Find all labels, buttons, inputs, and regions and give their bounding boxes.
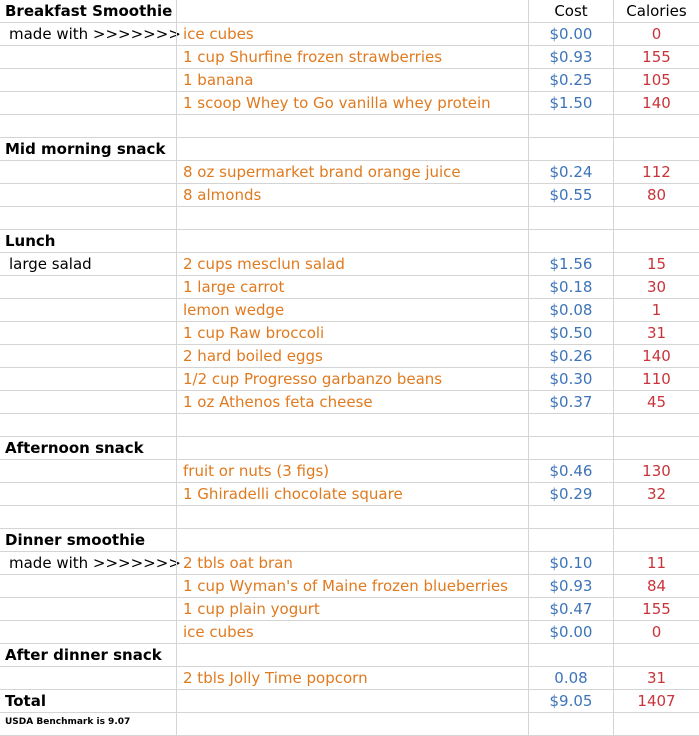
cell-label[interactable]: made with >>>>>>>	[9, 25, 181, 43]
table-row	[0, 414, 699, 437]
cell-cost[interactable]: $0.00	[528, 23, 613, 46]
cell-cost[interactable]: $0.26	[528, 345, 613, 368]
cell-label[interactable]	[0, 276, 176, 299]
table-row	[0, 621, 699, 644]
cell-cost[interactable]: $9.05	[528, 690, 613, 713]
cell-cost[interactable]	[528, 506, 613, 529]
cell-cost[interactable]	[528, 437, 613, 460]
cell-cost[interactable]: $0.37	[528, 391, 613, 414]
cell-label[interactable]	[0, 46, 176, 69]
cell-item[interactable]: 1 cup Wyman's of Maine frozen blueberries	[176, 575, 528, 598]
cell-calories[interactable]	[613, 230, 699, 253]
cell-calories[interactable]: 11	[613, 552, 699, 575]
cell-calories[interactable]: 155	[613, 598, 699, 621]
table-row	[0, 253, 699, 276]
cell-calories[interactable]: 31	[613, 322, 699, 345]
cell-label[interactable]	[0, 621, 176, 644]
cell-item[interactable]: 2 hard boiled eggs	[176, 345, 528, 368]
table-row	[0, 483, 699, 506]
cell-label[interactable]	[0, 575, 176, 598]
cell-label[interactable]	[0, 299, 176, 322]
cell-calories[interactable]	[613, 414, 699, 437]
cell-calories[interactable]: 130	[613, 460, 699, 483]
table-row	[0, 667, 699, 690]
cell-calories[interactable]	[613, 529, 699, 552]
cell-item[interactable]: ice cubes	[176, 621, 528, 644]
table-row	[0, 437, 699, 460]
cell-label[interactable]	[0, 69, 176, 92]
cell-label[interactable]: After dinner snack	[5, 646, 162, 664]
cell-cost[interactable]: $0.10	[528, 552, 613, 575]
cell-calories[interactable]: 31	[613, 667, 699, 690]
cell-calories[interactable]	[613, 138, 699, 161]
cell-item[interactable]: 2 tbls oat bran	[176, 552, 528, 575]
cell-calories[interactable]: 30	[613, 276, 699, 299]
table-row	[0, 69, 699, 92]
table-row	[0, 0, 699, 23]
cell-item[interactable]	[176, 644, 528, 667]
cell-item[interactable]	[176, 230, 528, 253]
cell-item[interactable]	[176, 0, 528, 23]
cell-calories[interactable]: 0	[613, 621, 699, 644]
cell-cost[interactable]: $0.25	[528, 69, 613, 92]
cell-cost[interactable]: $0.55	[528, 184, 613, 207]
cell-label[interactable]: Dinner smoothie	[5, 531, 146, 549]
cell-cost[interactable]: 0.08	[528, 667, 613, 690]
table-row	[0, 598, 699, 621]
cell-label[interactable]	[0, 322, 176, 345]
cell-item[interactable]	[176, 115, 528, 138]
cell-cost[interactable]: $0.00	[528, 621, 613, 644]
cell-calories[interactable]: 84	[613, 575, 699, 598]
cell-label[interactable]	[0, 184, 176, 207]
cell-item[interactable]	[176, 713, 528, 736]
table-row	[0, 506, 699, 529]
cell-calories[interactable]: 15	[613, 253, 699, 276]
cell-cost[interactable]: $0.50	[528, 322, 613, 345]
cell-item[interactable]	[176, 414, 528, 437]
cell-cost[interactable]: $0.08	[528, 299, 613, 322]
cell-item[interactable]: 2 cups mesclun salad	[176, 253, 528, 276]
cell-label[interactable]: Breakfast Smoothie	[5, 2, 173, 20]
table-row	[0, 207, 699, 230]
cell-label[interactable]	[0, 368, 176, 391]
cell-item[interactable]: ice cubes	[176, 23, 528, 46]
table-row	[0, 161, 699, 184]
table-row	[0, 644, 699, 667]
cell-calories[interactable]	[613, 437, 699, 460]
cell-label[interactable]: Mid morning snack	[5, 140, 166, 158]
cell-item[interactable]	[176, 529, 528, 552]
cell-item[interactable]: 1 oz Athenos feta cheese	[176, 391, 528, 414]
cell-calories[interactable]: 140	[613, 92, 699, 115]
cell-calories[interactable]	[613, 644, 699, 667]
cell-label[interactable]	[0, 667, 176, 690]
cell-calories[interactable]: 80	[613, 184, 699, 207]
cell-cost[interactable]	[528, 207, 613, 230]
cell-cost[interactable]: $0.47	[528, 598, 613, 621]
cell-cost[interactable]	[528, 529, 613, 552]
table-row	[0, 299, 699, 322]
cell-calories[interactable]	[613, 506, 699, 529]
cell-label[interactable]: Total	[5, 692, 46, 710]
cell-calories[interactable]: 140	[613, 345, 699, 368]
cell-cost[interactable]	[528, 644, 613, 667]
cell-cost[interactable]: $0.93	[528, 46, 613, 69]
cell-calories[interactable]: 112	[613, 161, 699, 184]
cell-item[interactable]: 1 scoop Whey to Go vanilla whey protein	[176, 92, 528, 115]
cell-label[interactable]	[0, 345, 176, 368]
cell-item[interactable]	[176, 437, 528, 460]
cell-cost[interactable]	[528, 414, 613, 437]
cell-label[interactable]	[0, 460, 176, 483]
cell-label[interactable]: USDA Benchmark is 9.07	[5, 717, 131, 727]
cell-item[interactable]: 2 tbls Jolly Time popcorn	[176, 667, 528, 690]
cell-item[interactable]	[176, 207, 528, 230]
calories-header[interactable]: Calories	[613, 0, 699, 23]
cell-cost[interactable]	[528, 713, 613, 736]
table-row	[0, 690, 699, 713]
table-row	[0, 552, 699, 575]
cell-label[interactable]	[0, 207, 176, 230]
cell-label[interactable]	[0, 598, 176, 621]
cell-item[interactable]: fruit or nuts (3 figs)	[176, 460, 528, 483]
cell-cost[interactable]: $0.30	[528, 368, 613, 391]
cell-cost[interactable]: $0.46	[528, 460, 613, 483]
cell-label[interactable]: Lunch	[5, 232, 56, 250]
table-row	[0, 46, 699, 69]
cell-item[interactable]	[176, 506, 528, 529]
cell-cost[interactable]	[528, 115, 613, 138]
table-row	[0, 115, 699, 138]
table-row	[0, 460, 699, 483]
cell-cost[interactable]: $0.24	[528, 161, 613, 184]
cell-item[interactable]: 1/2 cup Progresso garbanzo beans	[176, 368, 528, 391]
table-row	[0, 391, 699, 414]
table-row	[0, 230, 699, 253]
cell-label[interactable]	[0, 483, 176, 506]
cell-label[interactable]: Afternoon snack	[5, 439, 144, 457]
table-row	[0, 575, 699, 598]
cell-cost[interactable]: $1.56	[528, 253, 613, 276]
cell-label[interactable]	[0, 115, 176, 138]
cell-cost[interactable]	[528, 138, 613, 161]
cell-calories[interactable]: 45	[613, 391, 699, 414]
cell-label[interactable]: large salad	[9, 255, 92, 273]
cell-item[interactable]: lemon wedge	[176, 299, 528, 322]
cell-calories[interactable]	[613, 207, 699, 230]
table-row	[0, 345, 699, 368]
table-row	[0, 322, 699, 345]
cell-item[interactable]: 1 cup Shurfine frozen strawberries	[176, 46, 528, 69]
table-row	[0, 138, 699, 161]
table-row	[0, 529, 699, 552]
table-row	[0, 23, 699, 46]
cell-label[interactable]	[0, 92, 176, 115]
table-row	[0, 368, 699, 391]
cell-item[interactable]	[176, 690, 528, 713]
cell-item[interactable]: 1 cup Raw broccoli	[176, 322, 528, 345]
cell-cost[interactable]: $0.93	[528, 575, 613, 598]
cell-label[interactable]	[0, 506, 176, 529]
cell-cost[interactable]	[528, 230, 613, 253]
cell-calories[interactable]	[613, 115, 699, 138]
table-row	[0, 184, 699, 207]
cell-calories[interactable]: 32	[613, 483, 699, 506]
cell-item[interactable]: 1 banana	[176, 69, 528, 92]
cell-calories[interactable]	[613, 713, 699, 736]
cell-calories[interactable]: 0	[613, 23, 699, 46]
cell-label[interactable]	[0, 391, 176, 414]
cell-item[interactable]: 8 oz supermarket brand orange juice	[176, 161, 528, 184]
cell-calories[interactable]: 110	[613, 368, 699, 391]
cell-label[interactable]: made with >>>>>>>	[9, 554, 181, 572]
cell-item[interactable]: 1 cup plain yogurt	[176, 598, 528, 621]
cell-cost[interactable]: $1.50	[528, 92, 613, 115]
cell-cost[interactable]: $0.29	[528, 483, 613, 506]
table-row	[0, 713, 699, 736]
cell-cost[interactable]: $0.18	[528, 276, 613, 299]
cell-calories[interactable]: 1407	[613, 690, 699, 713]
cell-item[interactable]: 1 large carrot	[176, 276, 528, 299]
cell-label[interactable]	[0, 414, 176, 437]
table-row	[0, 92, 699, 115]
cell-label[interactable]	[0, 161, 176, 184]
cell-item[interactable]: 8 almonds	[176, 184, 528, 207]
cost-header[interactable]: Cost	[528, 0, 613, 23]
cell-calories[interactable]: 155	[613, 46, 699, 69]
cell-item[interactable]: 1 Ghiradelli chocolate square	[176, 483, 528, 506]
cell-item[interactable]	[176, 138, 528, 161]
table-row	[0, 276, 699, 299]
cell-calories[interactable]: 105	[613, 69, 699, 92]
cell-calories[interactable]: 1	[613, 299, 699, 322]
